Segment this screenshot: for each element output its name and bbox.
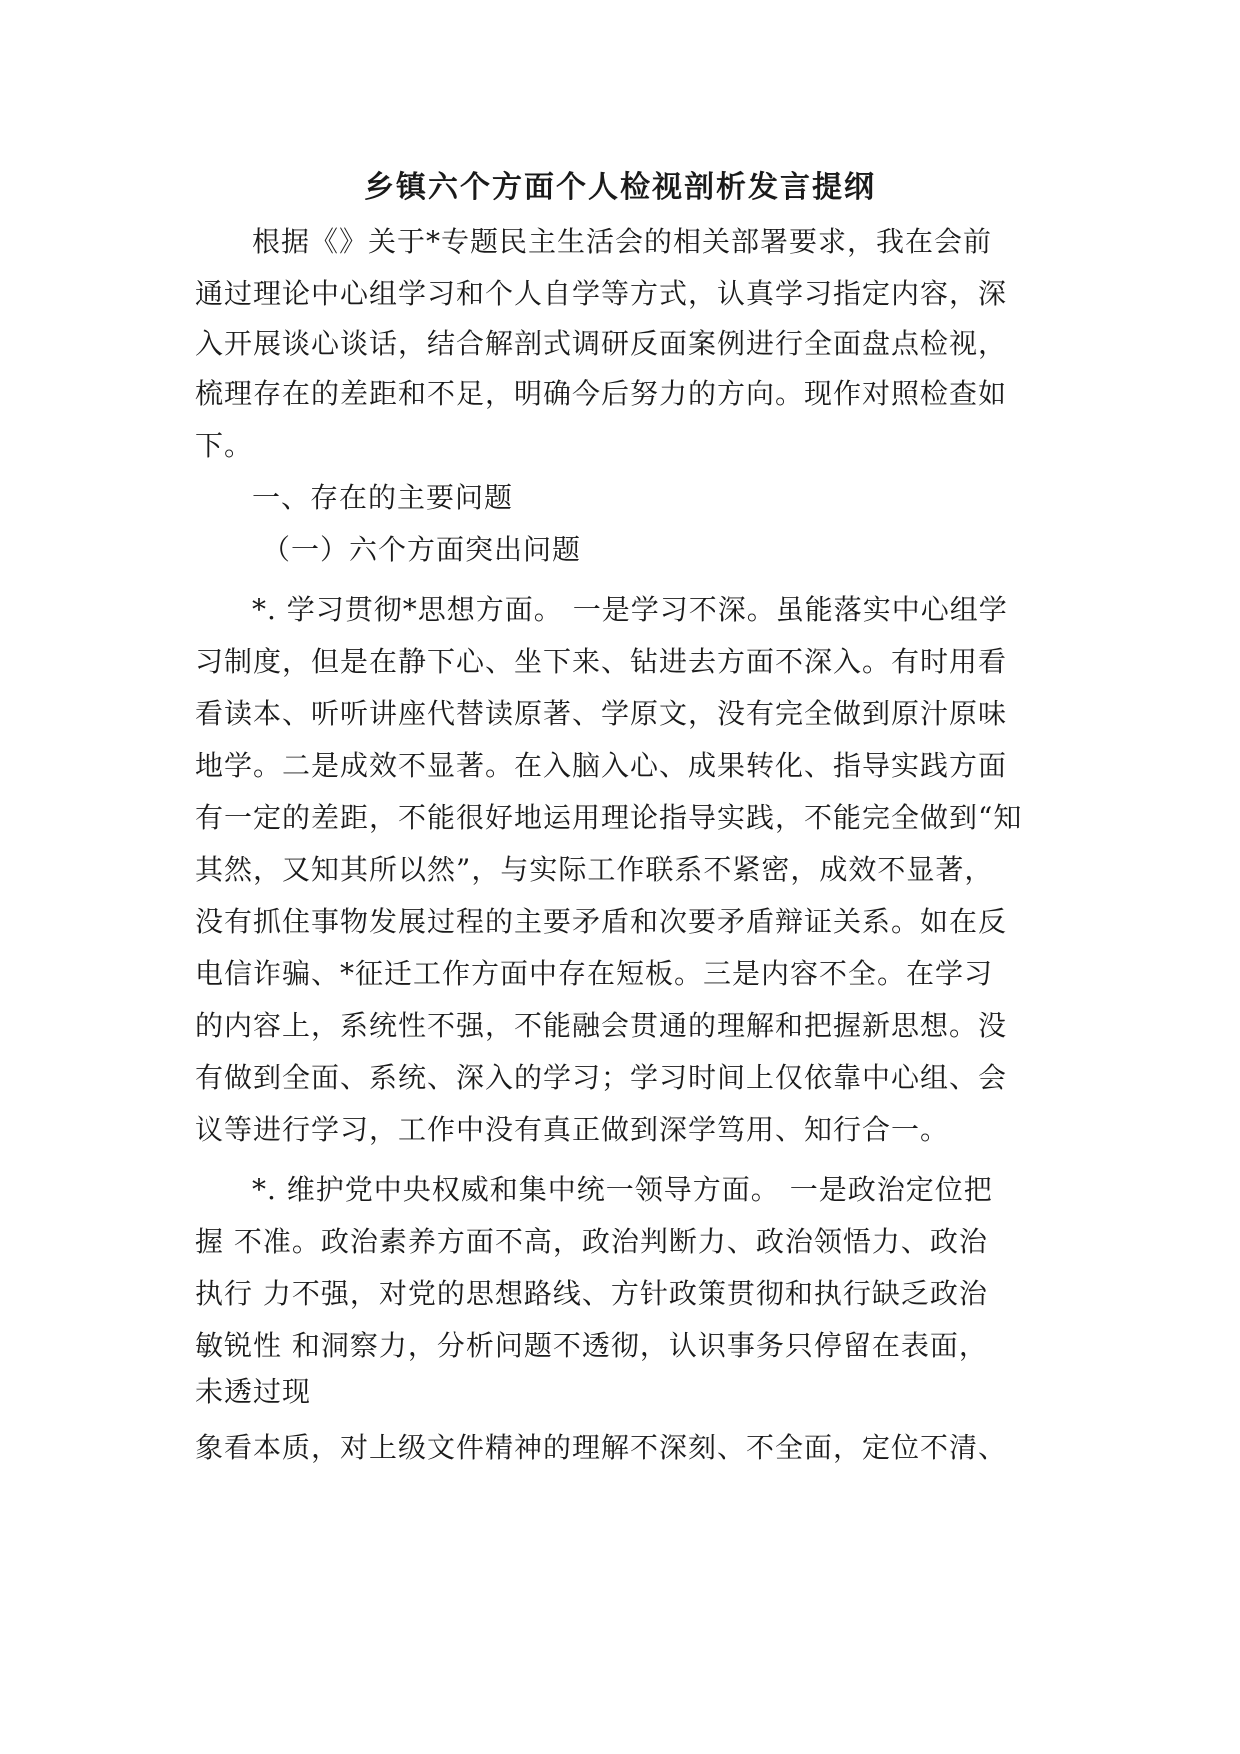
paragraph-line: 电信诈骗、*征迁工作方面中存在短板。三是内容不全。在学习 [195, 957, 994, 990]
section-heading: 一、存在的主要问题 [252, 481, 514, 514]
paragraph-line: 地学。二是成效不显著。在入脑入心、成果转化、指导实践方面 [195, 749, 1008, 782]
paragraph-line: 未透过现 [195, 1375, 312, 1408]
paragraph-line: 根据《》关于*专题民主生活会的相关部署要求，我在会前 [252, 225, 993, 258]
paragraph-line: 有一定的差距，不能很好地运用理论指导实践，不能完全做到“知 [195, 801, 1023, 834]
paragraph-line: 执行 力不强，对党的思想路线、方针政策贯彻和执行缺乏政治 [195, 1277, 988, 1310]
paragraph-line: 有做到全面、系统、深入的学习；学习时间上仅依靠中心组、会 [195, 1061, 1008, 1094]
paragraph-line: 通过理论中心组学习和个人自学等方式，认真学习指定内容，深 [195, 277, 1008, 310]
paragraph-line: 看读本、听听讲座代替读原著、学原文，没有完全做到原汁原味 [195, 697, 1008, 730]
paragraph-line: 其然，又知其所以然”，与实际工作联系不紧密，成效不显著， [195, 853, 994, 886]
paragraph-line: 梳理存在的差距和不足，明确今后努力的方向。现作对照检查如 [195, 377, 1008, 410]
paragraph-line: 没有抓住事物发展过程的主要矛盾和次要矛盾辩证关系。如在反 [195, 905, 1008, 938]
paragraph-line: 入开展谈心谈话，结合解剖式调研反面案例进行全面盘点检视， [195, 327, 1008, 360]
paragraph-line: 敏锐性 和洞察力，分析问题不透彻，认识事务只停留在表面， [195, 1329, 988, 1362]
paragraph-line: 下。 [195, 429, 254, 462]
document-title: 乡镇六个方面个人检视剖析发言提纲 [364, 170, 876, 205]
paragraph-line: 握 不准。政治素养方面不高，政治判断力、政治领悟力、政治 [195, 1225, 988, 1258]
paragraph-line: *. 学习贯彻*思想方面。 一是学习不深。虽能落实中心组学 [252, 593, 1008, 626]
paragraph-line: *. 维护党中央权威和集中统一领导方面。 一是政治定位把 [252, 1173, 993, 1206]
paragraph-line: 的内容上，系统性不强，不能融会贯通的理解和把握新思想。没 [195, 1009, 1008, 1042]
subsection-heading: （一）六个方面突出问题 [262, 533, 582, 566]
paragraph-line: 议等进行学习，工作中没有真正做到深学笃用、知行合一。 [195, 1113, 950, 1146]
paragraph-line: 习制度，但是在静下心、坐下来、钻进去方面不深入。有时用看 [195, 645, 1008, 678]
paragraph-line: 象看本质，对上级文件精神的理解不深刻、不全面，定位不清、 [195, 1431, 1008, 1464]
